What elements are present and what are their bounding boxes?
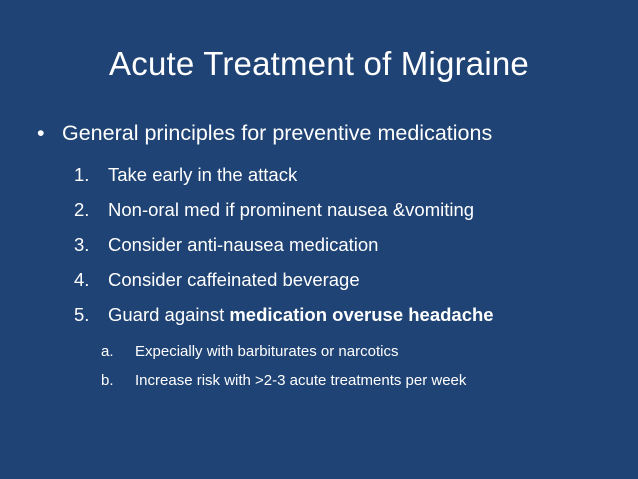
item-text [108,302,494,328]
sub-item-text: Increase risk with >2-3 acute treatments per week [135,372,467,389]
item-number: 1. [74,164,90,185]
slide-title: Acute Treatment of Migraine [109,45,529,82]
sub-item-letter: a. [101,343,114,360]
item-number: 4. [74,269,90,290]
sub-item-text: Expecially with barbiturates or narcotics [135,343,399,360]
item-text: Consider anti-nausea medication [108,234,379,255]
item-text: Consider caffeinated beverage [108,269,360,290]
bullet-marker: • [37,121,45,145]
main-bullet-text: General principles for preventive medications [62,121,493,145]
item-text: Take early in the attack [108,164,298,185]
item-text: Non-oral med if prominent nausea &vomiting [108,199,475,220]
item-text-regular: Guard against [108,304,230,325]
item-text-bold: medication overuse headache [229,304,494,325]
item-number: 5. [74,304,90,325]
item-number: 3. [74,234,90,255]
item-number: 2. [74,199,90,220]
sub-item-letter: b. [101,372,114,389]
